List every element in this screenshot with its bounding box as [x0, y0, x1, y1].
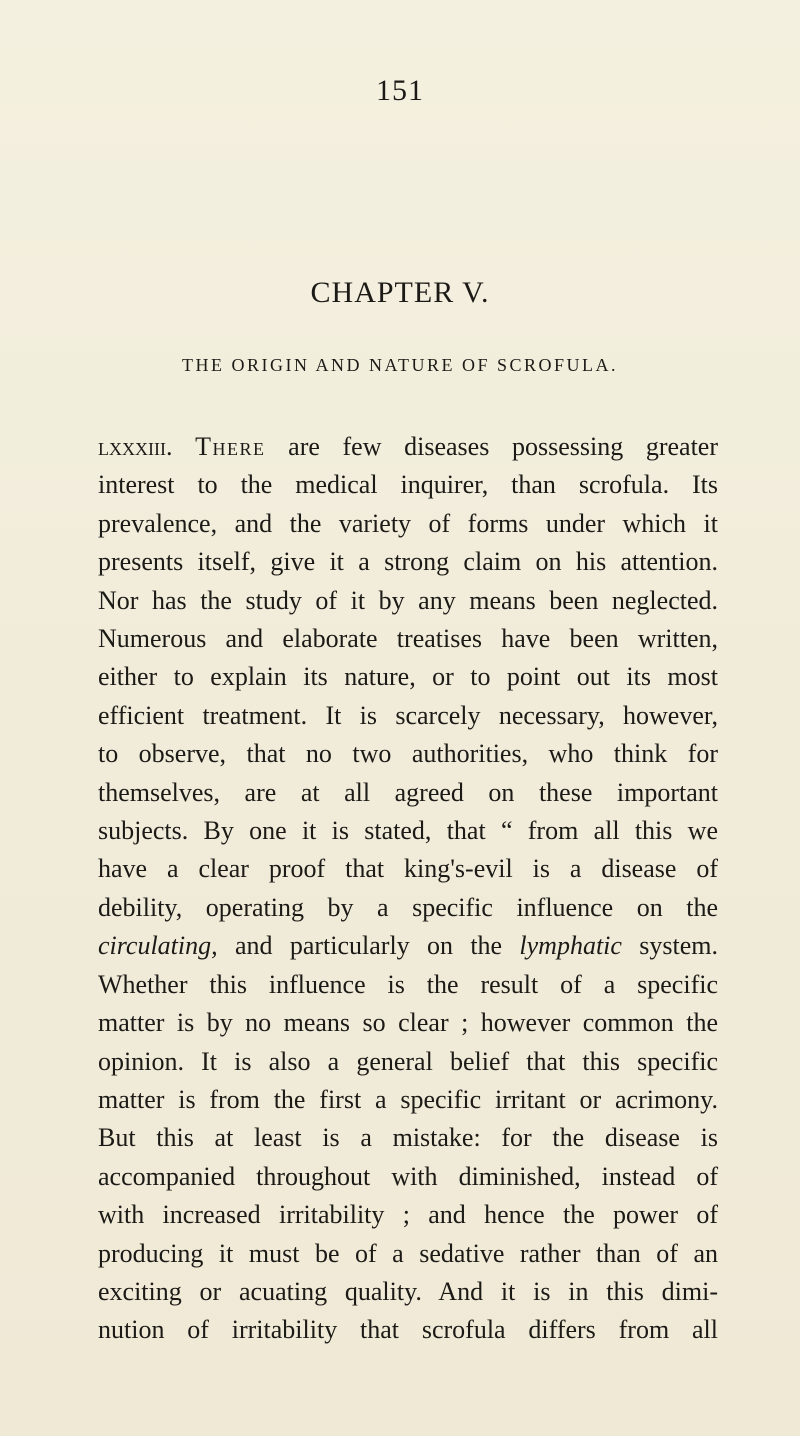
- text-line: accompanied throughout with diminished, instead of: [98, 1161, 718, 1191]
- text-line: to observe, that no two authorities, who think for: [98, 739, 718, 769]
- text-line: [98, 927, 718, 965]
- text-line: matter is from the first a specific irritant or acrimony.: [98, 1084, 718, 1114]
- lead-word: There: [195, 432, 266, 461]
- text-line: opinion. It is also a general belief that this specific: [98, 1046, 718, 1076]
- line-text: and particularly on the: [217, 931, 520, 961]
- text-line: prevalence, and the variety of forms under which it: [98, 508, 718, 538]
- page-number: 151: [376, 74, 424, 107]
- italic-term: lymphatic: [519, 931, 622, 961]
- section-number: lxxxiii.: [98, 432, 173, 461]
- text-line: with increased irritability ; and hence the power of: [98, 1200, 718, 1230]
- line-text: system.: [621, 931, 718, 961]
- chapter-title: CHAPTER V.: [310, 276, 490, 309]
- text-line: [98, 428, 718, 466]
- text-line: matter is by no means so clear ; however common the: [98, 1008, 718, 1038]
- text-line: presents itself, give it a strong claim on his attention.: [98, 547, 718, 577]
- text-line: producing it must be of a sedative rather than of an: [98, 1238, 718, 1268]
- text-line: Whether this influence is the result of a specific: [98, 969, 718, 999]
- body-paragraph: [98, 428, 718, 1350]
- text-line: have a clear proof that king's-evil is a disease of: [98, 854, 718, 884]
- text-line: subjects. By one it is stated, that “ from all this we: [98, 816, 718, 846]
- line-text: are few diseases possessing greater: [265, 432, 719, 461]
- text-line: exciting or acuating quality. And it is in this dimi-: [98, 1276, 718, 1306]
- text-line: either to explain its nature, or to point out its most: [98, 662, 718, 692]
- text-line: debility, operating by a specific influence on the: [98, 892, 718, 922]
- italic-term: circulating,: [98, 931, 218, 961]
- chapter-subtitle: THE ORIGIN AND NATURE OF SCROFULA.: [181, 355, 619, 375]
- text-line: Numerous and elaborate treatises have been written,: [98, 624, 718, 654]
- text-line: But this at least is a mistake: for the disease is: [98, 1123, 718, 1153]
- text-line: themselves, are at all agreed on these important: [98, 777, 718, 807]
- text-line: nution of irritability that scrofula differs from all: [98, 1315, 718, 1345]
- text-line: efficient treatment. It is scarcely necessary, however,: [98, 700, 718, 730]
- text-line: interest to the medical inquirer, than scrofula. Its: [98, 470, 718, 500]
- text-line: Nor has the study of it by any means been neglected.: [98, 585, 718, 615]
